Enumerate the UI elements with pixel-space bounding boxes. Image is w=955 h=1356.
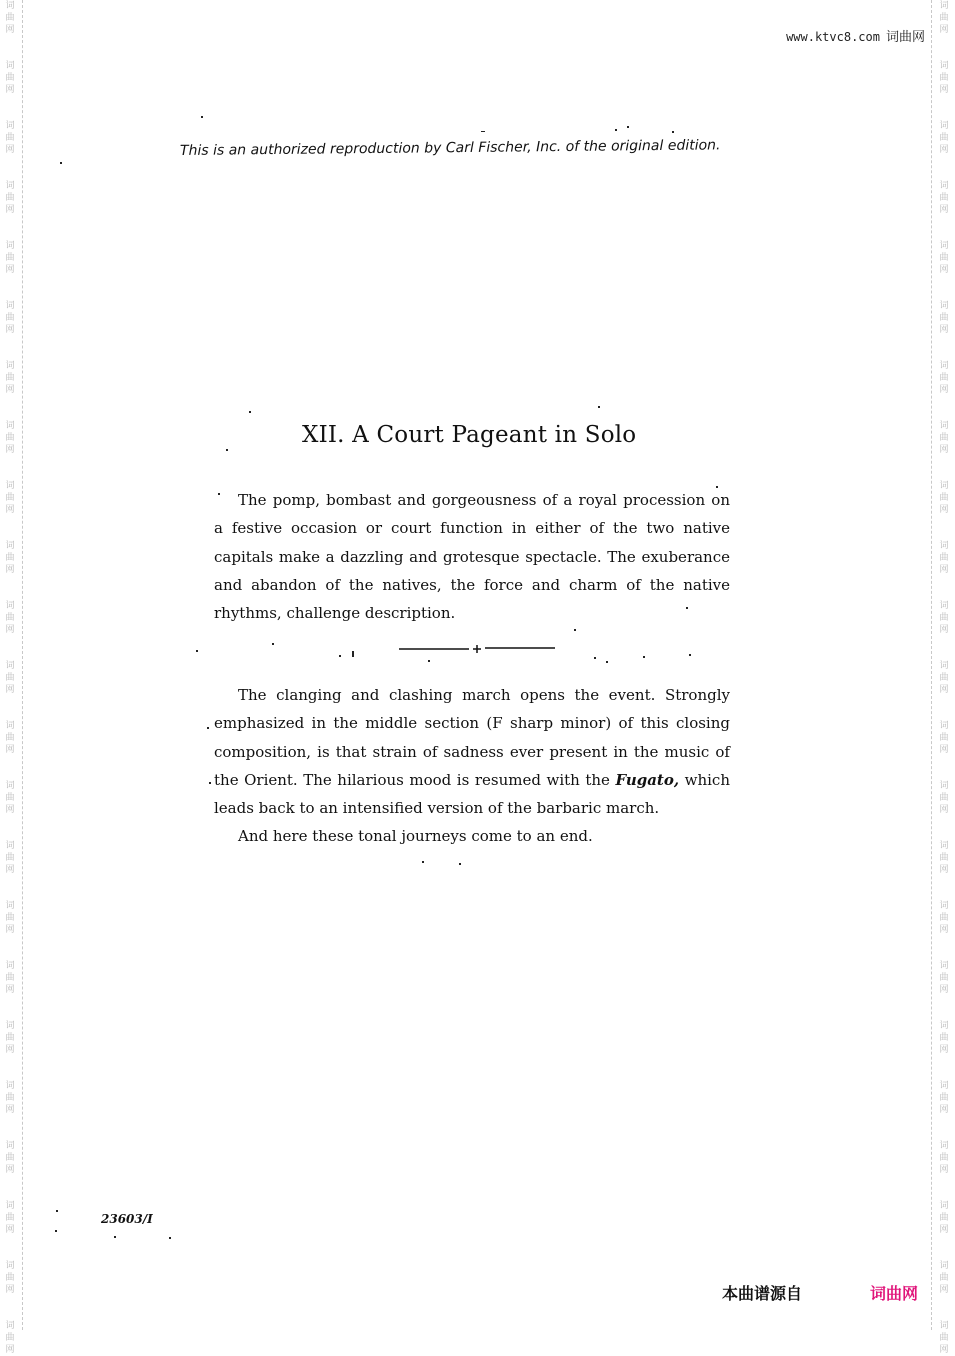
watermark-glyph: 曲 — [5, 133, 15, 143]
watermark-glyph: 网 — [939, 625, 949, 635]
watermark-glyph-group — [3, 780, 17, 816]
watermark-glyph: 曲 — [939, 1033, 949, 1043]
right-margin-guide — [931, 0, 932, 1330]
watermark-glyph: 词 — [5, 1021, 15, 1031]
watermark-glyph: 曲 — [5, 1213, 15, 1223]
watermark-glyph: 曲 — [939, 133, 949, 143]
watermark-glyph: 曲 — [939, 73, 949, 83]
paragraph-2-text — [214, 681, 730, 822]
watermark-glyph: 曲 — [939, 613, 949, 623]
watermark-glyph-group — [937, 180, 951, 216]
watermark-glyph: 曲 — [5, 1033, 15, 1043]
watermark-glyph: 网 — [5, 145, 15, 155]
watermark-glyph: 词 — [5, 61, 15, 71]
watermark-glyph: 曲 — [5, 1333, 15, 1343]
watermark-glyph: 网 — [939, 385, 949, 395]
watermark-glyph: 曲 — [5, 853, 15, 863]
watermark-glyph: 网 — [939, 1045, 949, 1055]
watermark-glyph: 网 — [5, 265, 15, 275]
watermark-glyph-group — [937, 480, 951, 516]
watermark-glyph: 网 — [5, 385, 15, 395]
watermark-glyph-group — [937, 720, 951, 756]
watermark-glyph-group — [937, 1320, 951, 1356]
watermark-glyph-group — [937, 420, 951, 456]
watermark-glyph: 曲 — [5, 1153, 15, 1163]
watermark-glyph: 网 — [5, 1165, 15, 1175]
scan-speck — [60, 162, 62, 164]
paragraph-1-text: The pomp, bombast and gorgeousness of a royal procession on a festive occasion or court function in either of the two native capitals make a dazzling and grotesque spectacle. The exuberance and abandon of the natives, the force and charm of the native rhythms, challenge description. — [214, 491, 730, 623]
closing-line: And here these tonal journeys come to an end. — [238, 827, 593, 846]
source-name[interactable]: 词曲网 — [885, 30, 925, 45]
watermark-glyph: 曲 — [939, 973, 949, 983]
watermark-glyph: 词 — [939, 541, 949, 551]
watermark-glyph-group — [3, 1320, 17, 1356]
watermark-glyph: 曲 — [939, 253, 949, 263]
scan-speck — [686, 607, 688, 609]
reproduction-notice: This is an authorized reproduction by Carl Fischer, Inc. of the original edition. — [179, 137, 721, 159]
watermark-glyph: 词 — [5, 1201, 15, 1211]
watermark-glyph: 网 — [5, 925, 15, 935]
watermark-glyph-group — [3, 540, 17, 576]
watermark-glyph-group — [3, 480, 17, 516]
watermark-glyph: 网 — [939, 865, 949, 875]
watermark-glyph-group — [937, 0, 951, 36]
watermark-glyph: 网 — [5, 805, 15, 815]
watermark-glyph: 网 — [939, 265, 949, 275]
watermark-glyph: 词 — [5, 961, 15, 971]
watermark-glyph: 词 — [939, 1141, 949, 1151]
watermark-glyph: 词 — [5, 241, 15, 251]
watermark-glyph-group — [937, 360, 951, 396]
watermark-glyph: 曲 — [939, 13, 949, 23]
watermark-glyph: 曲 — [939, 1273, 949, 1283]
watermark-glyph: 网 — [939, 1165, 949, 1175]
scan-speck — [598, 406, 600, 408]
watermark-glyph: 词 — [939, 961, 949, 971]
scan-speck — [643, 656, 645, 658]
watermark-glyph: 网 — [939, 805, 949, 815]
watermark-glyph: 网 — [5, 1285, 15, 1295]
watermark-glyph: 曲 — [939, 433, 949, 443]
scan-speck — [339, 655, 341, 657]
watermark-glyph: 词 — [939, 301, 949, 311]
scan-speck — [55, 1230, 57, 1232]
watermark-glyph: 网 — [5, 445, 15, 455]
watermark-glyph: 网 — [939, 985, 949, 995]
watermark-glyph: 词 — [5, 361, 15, 371]
watermark-glyph: 曲 — [5, 253, 15, 263]
watermark-glyph-group — [937, 840, 951, 876]
watermark-glyph-group — [3, 1080, 17, 1116]
watermark-glyph: 网 — [939, 685, 949, 695]
watermark-glyph-group — [937, 900, 951, 936]
watermark-glyph-group — [937, 1260, 951, 1296]
watermark-glyph: 曲 — [5, 73, 15, 83]
watermark-glyph: 曲 — [939, 373, 949, 383]
watermark-glyph: 词 — [939, 421, 949, 431]
watermark-glyph: 网 — [5, 985, 15, 995]
watermark-glyph: 词 — [939, 661, 949, 671]
watermark-glyph: 曲 — [5, 1273, 15, 1283]
watermark-glyph: 网 — [5, 1045, 15, 1055]
watermark-glyph: 曲 — [939, 1153, 949, 1163]
scan-speck — [672, 131, 674, 133]
left-watermark-column — [3, 0, 17, 1355]
watermark-glyph: 网 — [5, 1345, 15, 1355]
scan-speck — [689, 654, 691, 656]
watermark-glyph: 词 — [5, 781, 15, 791]
scan-speck — [594, 657, 596, 659]
watermark-glyph: 词 — [939, 721, 949, 731]
watermark-glyph: 词 — [5, 481, 15, 491]
watermark-glyph: 词 — [5, 541, 15, 551]
watermark-glyph-group — [3, 60, 17, 96]
watermark-glyph: 词 — [939, 121, 949, 131]
watermark-glyph-group — [3, 960, 17, 996]
watermark-glyph-group — [937, 780, 951, 816]
watermark-glyph: 词 — [5, 601, 15, 611]
watermark-glyph-group — [3, 420, 17, 456]
watermark-glyph: 曲 — [5, 313, 15, 323]
watermark-glyph-group — [3, 1020, 17, 1056]
watermark-glyph: 网 — [939, 145, 949, 155]
watermark-glyph: 曲 — [5, 613, 15, 623]
plate-number: 23603/I — [101, 1212, 153, 1226]
watermark-glyph: 网 — [939, 85, 949, 95]
watermark-glyph: 词 — [939, 1021, 949, 1031]
left-margin-guide — [22, 0, 23, 1330]
watermark-glyph: 曲 — [939, 313, 949, 323]
watermark-glyph: 曲 — [5, 433, 15, 443]
watermark-glyph: 网 — [939, 325, 949, 335]
watermark-glyph-group — [937, 540, 951, 576]
scan-speck — [196, 650, 198, 652]
watermark-glyph: 网 — [5, 85, 15, 95]
watermark-glyph: 曲 — [939, 733, 949, 743]
watermark-glyph-group — [937, 1020, 951, 1056]
watermark-glyph: 曲 — [939, 1213, 949, 1223]
watermark-glyph: 曲 — [5, 13, 15, 23]
watermark-glyph-group — [3, 900, 17, 936]
scan-speck — [352, 651, 354, 657]
paragraph-2-part-1: The clanging and clashing march opens the event. Strongly emphasized in the middle section (F sharp minor) of this closing composition, is that strain of sadness ever present in the music of the Orient. The hilarious mood is resumed with the — [214, 686, 730, 789]
watermark-glyph: 词 — [939, 901, 949, 911]
watermark-glyph: 曲 — [939, 793, 949, 803]
watermark-glyph-group — [3, 1200, 17, 1236]
watermark-glyph-group — [3, 0, 17, 36]
scan-speck — [422, 861, 424, 863]
scan-speck — [481, 131, 485, 132]
watermark-glyph: 网 — [5, 685, 15, 695]
watermark-glyph-group — [3, 300, 17, 336]
watermark-glyph-group — [937, 1140, 951, 1176]
watermark-glyph: 网 — [5, 25, 15, 35]
scan-speck — [201, 116, 203, 118]
watermark-glyph: 曲 — [5, 553, 15, 563]
watermark-glyph-group — [3, 660, 17, 696]
scan-speck — [218, 493, 220, 495]
watermark-glyph: 曲 — [939, 553, 949, 563]
watermark-glyph: 曲 — [939, 1333, 949, 1343]
watermark-glyph: 网 — [939, 565, 949, 575]
watermark-glyph: 词 — [939, 1201, 949, 1211]
watermark-glyph: 词 — [939, 1081, 949, 1091]
watermark-glyph: 曲 — [939, 853, 949, 863]
watermark-glyph: 曲 — [5, 193, 15, 203]
watermark-glyph: 曲 — [939, 193, 949, 203]
watermark-glyph-group — [937, 1200, 951, 1236]
watermark-glyph: 网 — [5, 1225, 15, 1235]
footer-attribution — [722, 1281, 922, 1304]
watermark-glyph: 词 — [939, 61, 949, 71]
watermark-glyph: 网 — [939, 445, 949, 455]
scan-speck — [56, 1210, 58, 1212]
scan-speck — [249, 411, 251, 413]
watermark-glyph: 曲 — [939, 913, 949, 923]
watermark-glyph-group — [3, 180, 17, 216]
scan-speck — [226, 449, 228, 451]
watermark-glyph: 词 — [939, 1321, 949, 1331]
watermark-glyph: 词 — [5, 181, 15, 191]
watermark-glyph-group — [937, 120, 951, 156]
watermark-glyph: 网 — [939, 205, 949, 215]
watermark-glyph: 曲 — [5, 973, 15, 983]
watermark-glyph-group — [3, 240, 17, 276]
watermark-glyph: 词 — [939, 241, 949, 251]
watermark-glyph: 词 — [939, 1261, 949, 1271]
watermark-glyph: 词 — [5, 301, 15, 311]
paragraph-2-part-2: which leads back to an intensified version of the barbaric march. — [214, 770, 730, 818]
watermark-glyph: 网 — [5, 505, 15, 515]
watermark-glyph: 网 — [939, 1285, 949, 1295]
watermark-glyph: 网 — [5, 625, 15, 635]
watermark-glyph: 曲 — [5, 1093, 15, 1103]
watermark-glyph-group — [937, 300, 951, 336]
watermark-glyph: 词 — [939, 1, 949, 11]
watermark-glyph-group — [937, 600, 951, 636]
watermark-glyph: 网 — [939, 1105, 949, 1115]
watermark-glyph: 词 — [5, 1081, 15, 1091]
watermark-glyph-group — [937, 660, 951, 696]
watermark-glyph-group — [3, 600, 17, 636]
watermark-glyph: 词 — [939, 841, 949, 851]
watermark-glyph: 曲 — [5, 913, 15, 923]
watermark-glyph: 网 — [939, 1345, 949, 1355]
watermark-glyph: 词 — [5, 121, 15, 131]
source-header — [786, 26, 925, 45]
watermark-glyph: 曲 — [5, 493, 15, 503]
watermark-glyph-group — [3, 360, 17, 396]
watermark-glyph: 网 — [939, 1225, 949, 1235]
watermark-glyph-group — [3, 720, 17, 756]
right-watermark-column — [937, 0, 951, 1355]
scan-speck — [716, 486, 718, 488]
watermark-glyph-group — [937, 60, 951, 96]
watermark-glyph: 网 — [5, 565, 15, 575]
watermark-glyph: 词 — [5, 661, 15, 671]
watermark-glyph: 词 — [939, 601, 949, 611]
watermark-glyph: 网 — [939, 505, 949, 515]
watermark-glyph: 词 — [5, 1141, 15, 1151]
watermark-glyph: 词 — [939, 361, 949, 371]
source-url[interactable]: www.ktvc8.com — [786, 30, 880, 44]
watermark-glyph: 网 — [939, 25, 949, 35]
watermark-glyph: 网 — [939, 925, 949, 935]
watermark-glyph: 词 — [5, 721, 15, 731]
watermark-glyph: 曲 — [5, 733, 15, 743]
scan-speck — [574, 629, 576, 631]
watermark-glyph: 词 — [5, 1261, 15, 1271]
watermark-glyph: 网 — [5, 865, 15, 875]
watermark-glyph: 词 — [939, 481, 949, 491]
watermark-glyph: 曲 — [939, 673, 949, 683]
watermark-glyph: 曲 — [939, 493, 949, 503]
scan-speck — [627, 126, 629, 128]
description-paragraph-1 — [214, 486, 730, 627]
scan-speck — [615, 129, 617, 131]
watermark-glyph: 词 — [5, 841, 15, 851]
watermark-glyph: 网 — [5, 745, 15, 755]
scan-speck — [459, 863, 461, 865]
watermark-glyph: 词 — [939, 181, 949, 191]
scan-speck — [207, 727, 209, 729]
scan-speck — [209, 782, 211, 784]
scan-speck — [169, 1237, 171, 1239]
scan-speck — [428, 660, 430, 662]
watermark-glyph: 曲 — [5, 673, 15, 683]
watermark-glyph-group — [937, 1080, 951, 1116]
watermark-glyph: 词 — [939, 781, 949, 791]
watermark-glyph: 曲 — [5, 373, 15, 383]
watermark-glyph: 曲 — [5, 793, 15, 803]
watermark-glyph: 词 — [5, 1321, 15, 1331]
footer-brand-link[interactable]: 词曲网 — [870, 1284, 919, 1303]
watermark-glyph: 网 — [5, 1105, 15, 1115]
watermark-glyph: 曲 — [939, 1093, 949, 1103]
watermark-glyph-group — [3, 1260, 17, 1296]
description-paragraph-2 — [214, 681, 730, 851]
watermark-glyph-group — [3, 1140, 17, 1176]
watermark-glyph: 网 — [5, 205, 15, 215]
watermark-glyph-group — [937, 240, 951, 276]
watermark-glyph-group — [3, 120, 17, 156]
watermark-glyph: 词 — [5, 901, 15, 911]
watermark-glyph: 网 — [939, 745, 949, 755]
scan-speck — [114, 1236, 116, 1238]
watermark-glyph: 词 — [5, 421, 15, 431]
scan-speck — [606, 661, 608, 663]
piece-title: XII. A Court Pageant in Solo — [302, 422, 637, 448]
scan-speck — [272, 643, 274, 645]
watermark-glyph-group — [937, 960, 951, 996]
watermark-glyph-group — [3, 840, 17, 876]
watermark-glyph: 网 — [5, 325, 15, 335]
footer-label: 本曲谱源自 — [722, 1284, 803, 1303]
fugato-term: Fugato, — [615, 770, 680, 789]
ornamental-divider — [399, 641, 555, 655]
watermark-glyph: 词 — [5, 1, 15, 11]
